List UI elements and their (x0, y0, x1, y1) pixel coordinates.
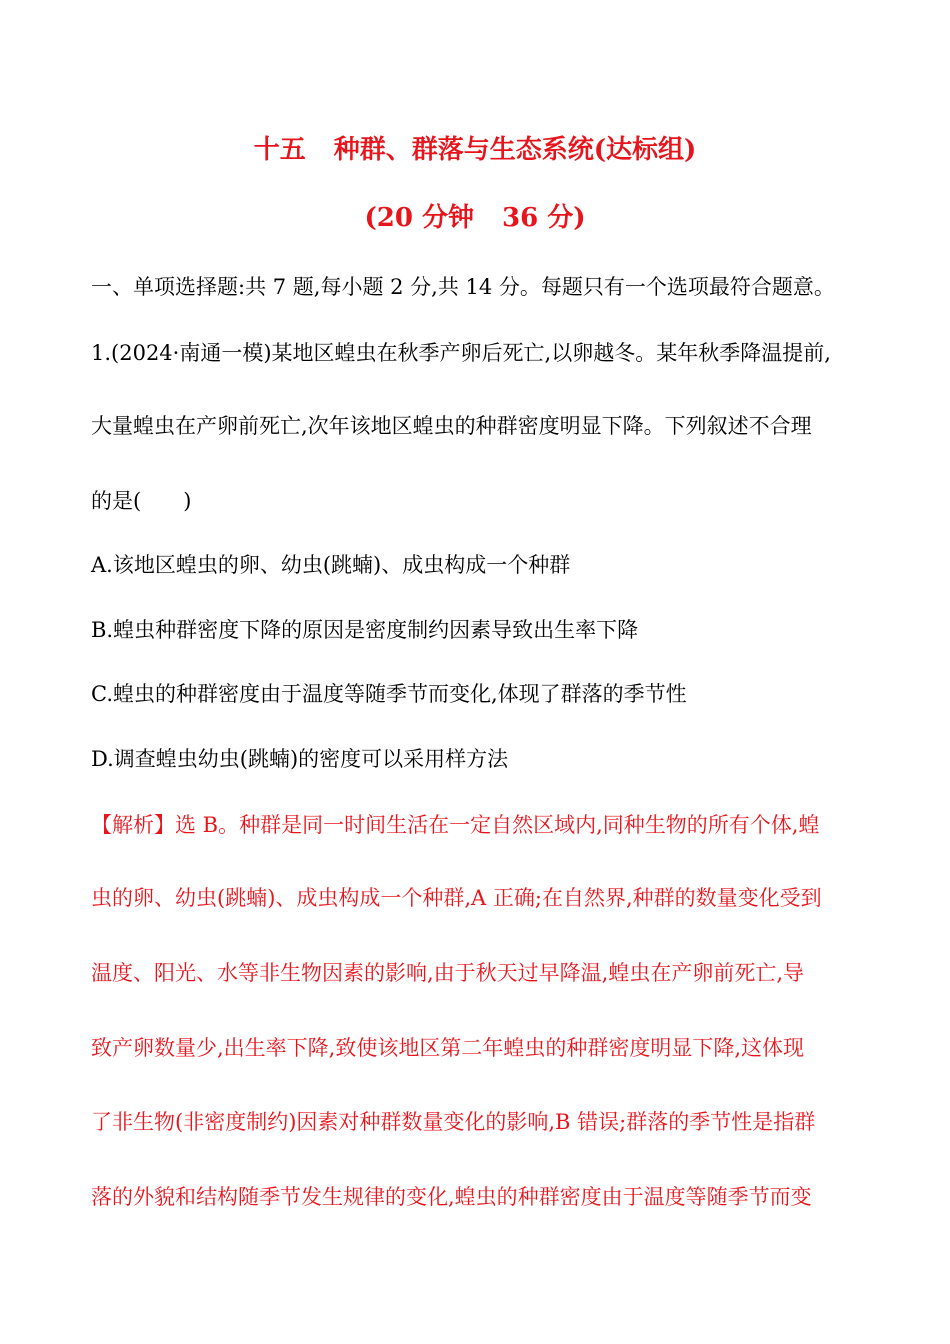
option-d: D.调查蝗虫幼虫(跳蝻)的密度可以采用样方法 (91, 747, 509, 771)
question-stem-line: 的是( ) (91, 489, 192, 513)
option-c: C.蝗虫的种群密度由于温度等随季节而变化,体现了群落的季节性 (91, 682, 687, 706)
option-a: A.该地区蝗虫的卵、幼虫(跳蝻)、成虫构成一个种群 (91, 553, 571, 577)
subtitle-score: 36 分) (502, 203, 586, 233)
option-b: B.蝗虫种群密度下降的原因是密度制约因素导致出生率下降 (91, 618, 639, 642)
section-heading: 一、单项选择题:共 7 题,每小题 2 分,共 14 分。每题只有一个选项最符合题意。 (91, 275, 835, 299)
analysis-line: 温度、阳光、水等非生物因素的影响,由于秋天过早降温,蝗虫在产卵前死亡,导 (91, 961, 805, 985)
title-number: 十五 (253, 135, 306, 165)
question-stem-line: 1.(2024·南通一模)某地区蝗虫在秋季产卵后死亡,以卵越冬。某年秋季降温提前, (91, 341, 831, 365)
analysis-line: 虫的卵、幼虫(跳蝻)、成虫构成一个种群,A 正确;在自然界,种群的数量变化受到 (91, 886, 822, 910)
analysis-line: 了非生物(非密度制约)因素对种群数量变化的影响,B 错误;群落的季节性是指群 (91, 1110, 816, 1134)
question-stem-line: 大量蝗虫在产卵前死亡,次年该地区蝗虫的种群密度明显下降。下列叙述不合理 (91, 414, 812, 438)
title-text: 种群、群落与生态系统(达标组) (333, 135, 697, 165)
analysis-line: 落的外貌和结构随季节发生规律的变化,蝗虫的种群密度由于温度等随季节而变 (91, 1185, 812, 1209)
subtitle-duration: (20 分钟 (364, 203, 474, 233)
page-subtitle (0, 200, 950, 236)
page-title (0, 132, 950, 168)
analysis-line: 【解析】选 B。种群是同一时间生活在一定自然区域内,同种生物的所有个体,蝗 (91, 813, 820, 837)
analysis-line: 致产卵数量少,出生率下降,致使该地区第二年蝗虫的种群密度明显下降,这体现 (91, 1036, 805, 1060)
